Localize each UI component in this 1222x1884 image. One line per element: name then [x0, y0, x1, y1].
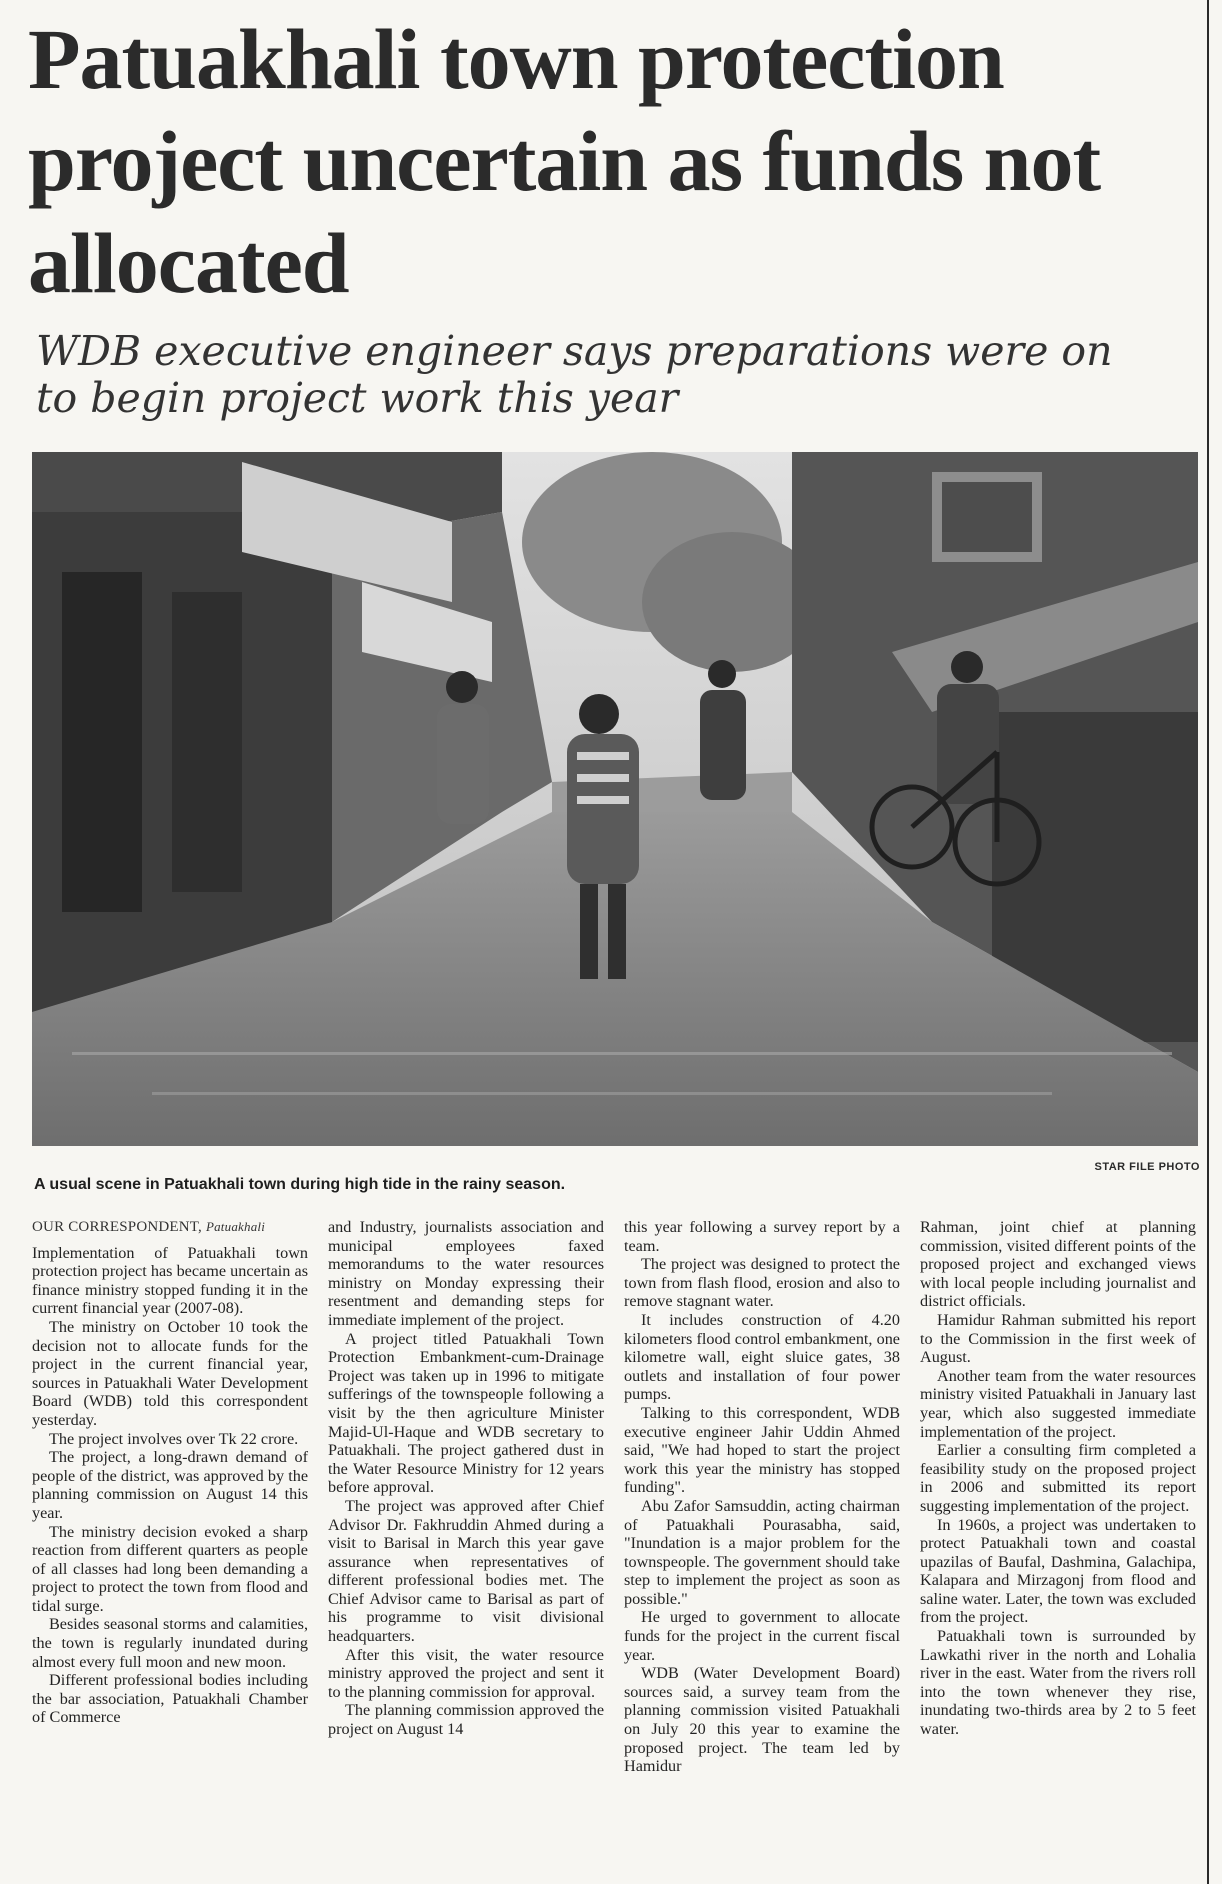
paragraph: The project, a long-drawn demand of people of the district, was approved by the planning commission on August 14 this year.	[32, 1448, 308, 1522]
paragraph: this year following a survey report by a team.	[624, 1218, 900, 1255]
paragraph: Hamidur Rahman submitted his report to the Commission in the first week of August.	[920, 1310, 1196, 1367]
paragraph: Abu Zafor Samsuddin, acting chairman of Patuakhali Pourasabha, said, "Inundation is a major problem for the townspeople. The government should take step to implement the project as soon as possible."	[624, 1496, 900, 1608]
paragraph: The project involves over Tk 22 crore.	[49, 1429, 299, 1448]
paragraph: A project titled Patuakhali Town Protection Embankment-cum-Drainage Project was taken up in 1996 to mitigate sufferings of the townspeople following a visit by the then agriculture Minister Majid-Ul-Haque and WDB secretary to Patuakhali. The project gathered dust in the Water Resource Ministry for 12 years before approval.	[328, 1329, 604, 1497]
article-column-3	[624, 1218, 900, 1776]
paragraph: WDB (Water Development Board) sources said, a survey team from the planning commission visited Patuakhali on July 20 this year to examine the proposed project. The team led by Hamidur	[624, 1664, 900, 1776]
headline: Patuakhali town protection project uncertain as funds not allocated	[28, 11, 1101, 311]
byline-dateline: Patuakhali	[205, 1219, 266, 1234]
byline	[32, 1218, 308, 1237]
byline-author: OUR CORRESPONDENT,	[32, 1219, 203, 1235]
paragraph: The project was approved after Chief Advisor Dr. Fakhruddin Ahmed during a visit to Barisal in March this year gave assurance when representatives of different professional bodies met. The Chief Advisor came to Barisal as part of his programme to visit divisional headquarters.	[328, 1496, 604, 1646]
paragraph: It includes construction of 4.20 kilometers flood control embankment, one kilometre wall, eight sluice gates, 38 outlets and installation of four power pumps.	[624, 1310, 900, 1404]
photo-credit: STAR FILE PHOTO	[1094, 1161, 1200, 1173]
paragraph: Rahman, joint chief at planning commission, visited different points of the proposed project and exchanged views with local people including journalist and district officials.	[920, 1218, 1196, 1311]
paragraph: Earlier a consulting firm completed a feasibility study on the proposed project in 2006 and submitted its report suggesting implementation of the project.	[920, 1441, 1196, 1515]
paragraph: Besides seasonal storms and calamities, the town is regularly inundated during almost every full moon and new moon.	[32, 1615, 308, 1671]
paragraph: He urged to government to allocate funds for the project in the current fiscal year.	[624, 1608, 900, 1664]
subheadline: WDB executive engineer says preparations were on to begin project work this year	[36, 327, 1113, 422]
paragraph: Talking to this correspondent, WDB executive engineer Jahir Uddin Ahmed said, "We had hoped to start the project work this year the ministry has stopped funding".	[624, 1403, 900, 1497]
article-column-2	[328, 1218, 604, 1739]
news-photo	[32, 452, 1198, 1146]
paragraph: The project was designed to protect the town from flash flood, erosion and also to remove stagnant water.	[624, 1255, 900, 1311]
paragraph: and Industry, journalists association and municipal employees faxed memorandums to the water resources ministry on Monday expressing their resentment and demanding steps for immediate implement of the project.	[328, 1218, 604, 1329]
paragraph: Implementation of Patuakhali town protection project has became uncertain as finance ministry stopped funding it in the current financial year (2007-08).	[32, 1243, 308, 1318]
paragraph: Another team from the water resources ministry visited Patuakhali in January last year, which also suggested immediate implementation of the project.	[920, 1366, 1196, 1441]
photo-caption: A usual scene in Patuakhali town during high tide in the rainy season.	[34, 1176, 566, 1193]
page-edge-rule	[1207, 0, 1209, 1884]
paragraph: After this visit, the water resource ministry approved the project and sent it to the planning commission for approval.	[328, 1645, 604, 1701]
paragraph: The planning commission approved the project on August 14	[328, 1701, 604, 1739]
paragraph: The ministry decision evoked a sharp reaction from different quarters as people of all classes had long been demanding a project to protect the town from flood and tidal surge.	[32, 1522, 308, 1615]
article-column-4	[920, 1218, 1196, 1739]
paragraph: The ministry on October 10 took the decision not to allocate funds for the project in the current financial year, sources in Patuakhali Water Development Board (WDB) told this correspondent yesterday.	[32, 1317, 308, 1429]
article-column-1	[32, 1218, 308, 1727]
paragraph: Different professional bodies including the bar association, Patuakhali Chamber of Commerce	[32, 1671, 308, 1727]
paragraph: In 1960s, a project was undertaken to protect Patuakhali town and coastal upazilas of Baufal, Dashmina, Galachipa, Kalapara and Mirzagonj from flood and saline water. Later, the town was excluded from the project.	[920, 1515, 1196, 1627]
paragraph: Patuakhali town is surrounded by Lawkathi river in the north and Lohalia river in the east. Water from the rivers roll into the town whenever they rise, inundating two-thirds area by 2 to 5 feet water.	[920, 1627, 1196, 1739]
